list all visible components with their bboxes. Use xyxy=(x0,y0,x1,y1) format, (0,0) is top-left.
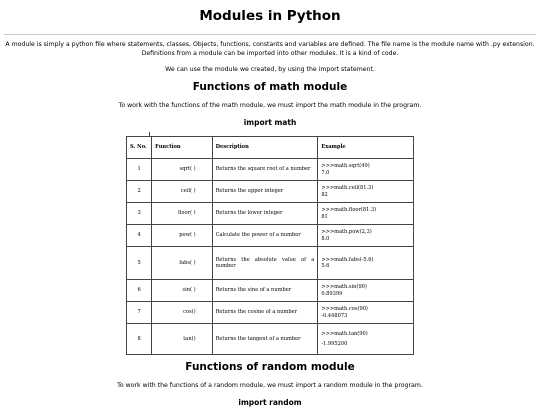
table-row xyxy=(127,181,414,203)
example-result: 82 xyxy=(321,191,328,198)
cell-sno: 3 xyxy=(127,203,152,225)
cell-example xyxy=(318,247,414,280)
random-section-paragraph: To work with the functions of a random module, we must import a random module in the program. xyxy=(117,382,423,389)
cell-sno: 5 xyxy=(127,247,152,280)
cell-function: ceil( ) xyxy=(152,181,212,203)
example-code: >>>math.floor(81.3) xyxy=(321,207,377,214)
example-code: >>>math.ceil(81.3) xyxy=(321,185,374,192)
cell-example xyxy=(318,225,414,247)
table-row xyxy=(127,324,414,355)
cell-description: Returns the lower integer xyxy=(212,203,318,225)
math-section-paragraph: To work with the functions of the math module, we must import the math module in the program. xyxy=(118,102,422,109)
header-function: Function xyxy=(152,137,212,159)
cell-example xyxy=(318,280,414,302)
cell-description: Returns the upper integer xyxy=(212,181,318,203)
example-result: 5.6 xyxy=(321,263,330,269)
example-code: >>>math.tan(90) xyxy=(321,330,368,337)
header-description: Description xyxy=(212,137,318,159)
example-result: -0.448073 xyxy=(321,312,348,319)
cell-description: Calculate the power of a number xyxy=(212,225,318,247)
cell-description: Returns the cosine of a number xyxy=(212,302,318,324)
example-result: -1.995200 xyxy=(321,341,348,347)
table-row xyxy=(127,280,414,302)
table-row xyxy=(127,247,414,280)
cell-example xyxy=(318,203,414,225)
cell-sno: 2 xyxy=(127,181,152,203)
example-code: >>>math.sqrt(49) xyxy=(321,163,370,170)
cell-description: Returns the absolute value of a number xyxy=(212,247,318,280)
cell-function: cos() xyxy=(152,302,212,324)
table-row xyxy=(127,203,414,225)
header-sno: S. No. xyxy=(127,137,152,159)
cell-description: Returns the sine of a number xyxy=(212,280,318,302)
example-result: 7.0 xyxy=(321,169,330,176)
math-functions-table xyxy=(126,136,414,355)
random-section-heading: Functions of random module xyxy=(185,361,355,373)
cell-example xyxy=(318,302,414,324)
page-title: Modules in Python xyxy=(199,8,341,24)
cell-sno: 4 xyxy=(127,225,152,247)
example-code: >>>math.pow(2,3) xyxy=(321,229,372,236)
import-random-label: import random xyxy=(238,398,302,407)
import-statement-paragraph: We can use the module we created, by using the import statement. xyxy=(165,66,375,73)
table-row xyxy=(127,159,414,181)
example-code: >>>math.sin(90) xyxy=(321,284,367,291)
cell-sno: 8 xyxy=(127,324,152,355)
cell-description: Returns the square root of a number xyxy=(212,159,318,181)
math-section-heading: Functions of math module xyxy=(192,81,348,93)
example-result: 81 xyxy=(321,213,328,220)
table-row xyxy=(127,302,414,324)
import-math-label: import math xyxy=(243,118,297,127)
cell-sno: 6 xyxy=(127,280,152,302)
table-header-row xyxy=(127,137,414,159)
cell-function: fabs( ) xyxy=(152,247,212,280)
cell-function: floor( ) xyxy=(152,203,212,225)
intro-paragraph: A module is simply a python file where statements, classes, Objects, functions, constants and variables are defined. The file name is the module name with .py extension. Definitions from a module can be imported into other modules. It is a kind of code. xyxy=(5,41,535,57)
cell-example xyxy=(318,159,414,181)
cell-sno: 7 xyxy=(127,302,152,324)
cell-description: Returns the tangent of a number xyxy=(212,324,318,355)
cell-sno: 1 xyxy=(127,159,152,181)
example-code: >>>math.fabs(-5.6) xyxy=(321,256,374,263)
header-example: Example xyxy=(318,137,414,159)
cell-example xyxy=(318,181,414,203)
cell-function: sin( ) xyxy=(152,280,212,302)
cell-function: tan() xyxy=(152,324,212,355)
example-result: 8.0 xyxy=(321,235,330,242)
cell-function: pow( ) xyxy=(152,225,212,247)
title-divider xyxy=(4,34,536,35)
example-result: 0.89399 xyxy=(321,290,343,297)
cell-function: sqrt( ) xyxy=(152,159,212,181)
example-code: >>>math.cos(90) xyxy=(321,306,368,313)
cell-example xyxy=(318,324,414,355)
table-row xyxy=(127,225,414,247)
